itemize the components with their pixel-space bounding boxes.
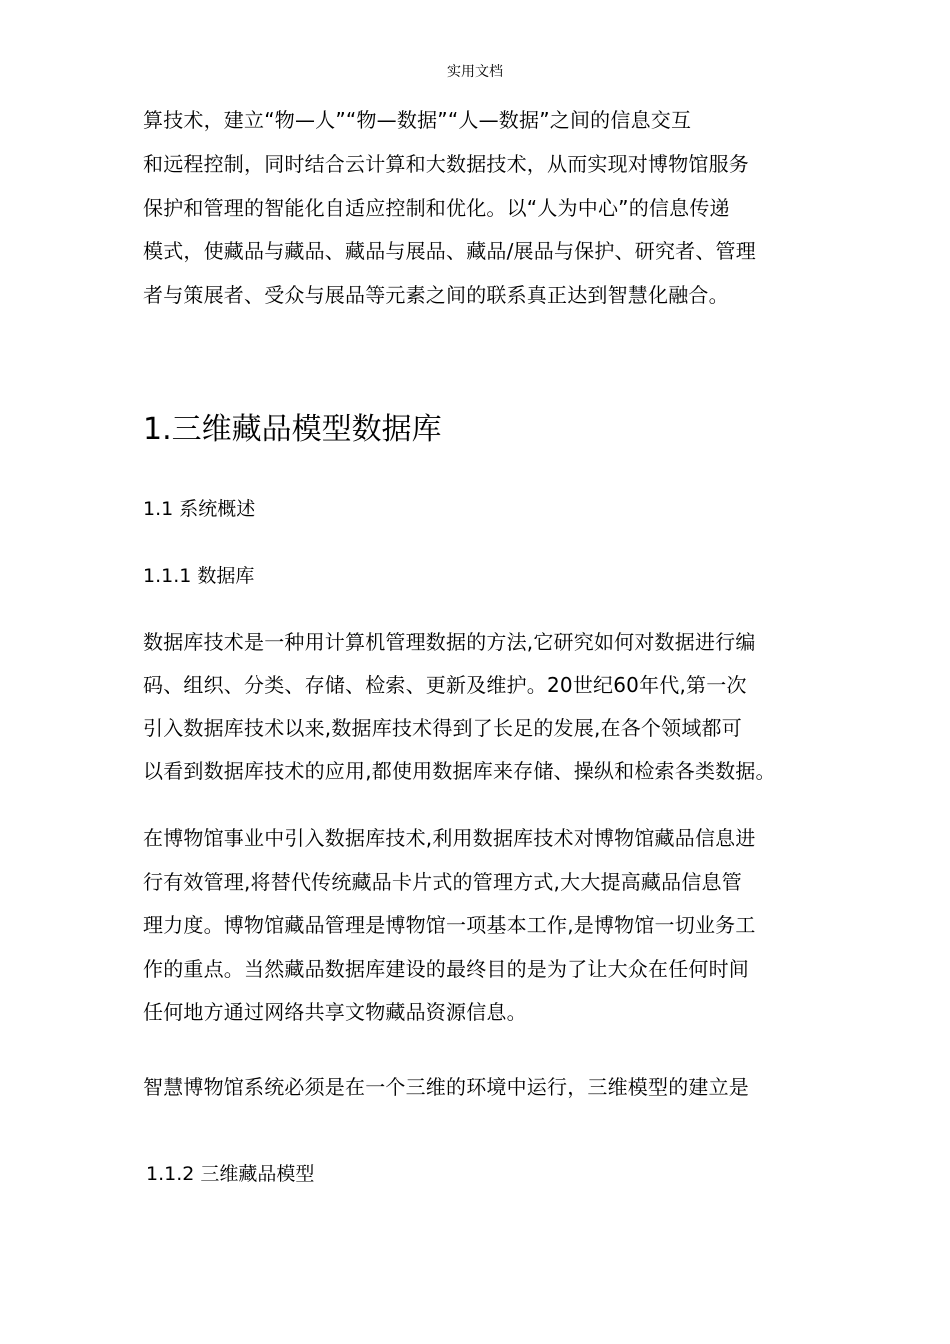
text-line: 数据库技术是一种用计算机管理数据的方法,它研究如何对数据进行编 bbox=[143, 630, 756, 654]
section-heading-1: 1.三维藏品模型数据库 bbox=[143, 412, 442, 447]
text-line: 者与策展者、受众与展品等元素之间的联系真正达到智慧化融合。 bbox=[143, 283, 729, 307]
text-line: 智慧博物馆系统必须是在一个三维的环境中运行，三维模型的建立是 bbox=[143, 1075, 749, 1099]
section-heading-1-1: 1.1 系统概述 bbox=[143, 498, 256, 520]
text-line: 保护和管理的智能化自适应控制和优化。以“人为中心”的信息传递 bbox=[143, 196, 730, 220]
text-line: 和远程控制，同时结合云计算和大数据技术，从而实现对博物馆服务 bbox=[143, 152, 749, 176]
section-heading-1-1-1: 1.1.1 数据库 bbox=[143, 565, 255, 587]
text-line: 理力度。博物馆藏品管理是博物馆一项基本工作,是博物馆一切业务工 bbox=[143, 913, 756, 937]
text-line: 引入数据库技术以来,数据库技术得到了长足的发展,在各个领域都可 bbox=[143, 716, 742, 740]
text-line: 算技术，建立“物—人”“物—数据”“人—数据”之间的信息交互 bbox=[143, 108, 692, 132]
section-heading-1-1-2: 1.1.2 三维藏品模型 bbox=[146, 1163, 315, 1185]
text-line: 行有效管理,将替代传统藏品卡片式的管理方式,大大提高藏品信息管 bbox=[143, 870, 742, 894]
text-line: 在博物馆事业中引入数据库技术,利用数据库技术对博物馆藏品信息进 bbox=[143, 826, 756, 850]
text-line: 以看到数据库技术的应用,都使用数据库来存储、操纵和检索各类数据。 bbox=[143, 759, 776, 783]
text-line: 模式，使藏品与藏品、藏品与展品、藏品/展品与保护、研究者、管理 bbox=[143, 239, 756, 263]
text-line: 作的重点。当然藏品数据库建设的最终目的是为了让大众在任何时间 bbox=[143, 957, 749, 981]
text-line: 码、组织、分类、存储、检索、更新及维护。20世纪60年代,第一次 bbox=[143, 673, 747, 697]
page-header: 实用文档 bbox=[447, 64, 503, 80]
text-line: 任何地方通过网络共享文物藏品资源信息。 bbox=[143, 1000, 527, 1024]
